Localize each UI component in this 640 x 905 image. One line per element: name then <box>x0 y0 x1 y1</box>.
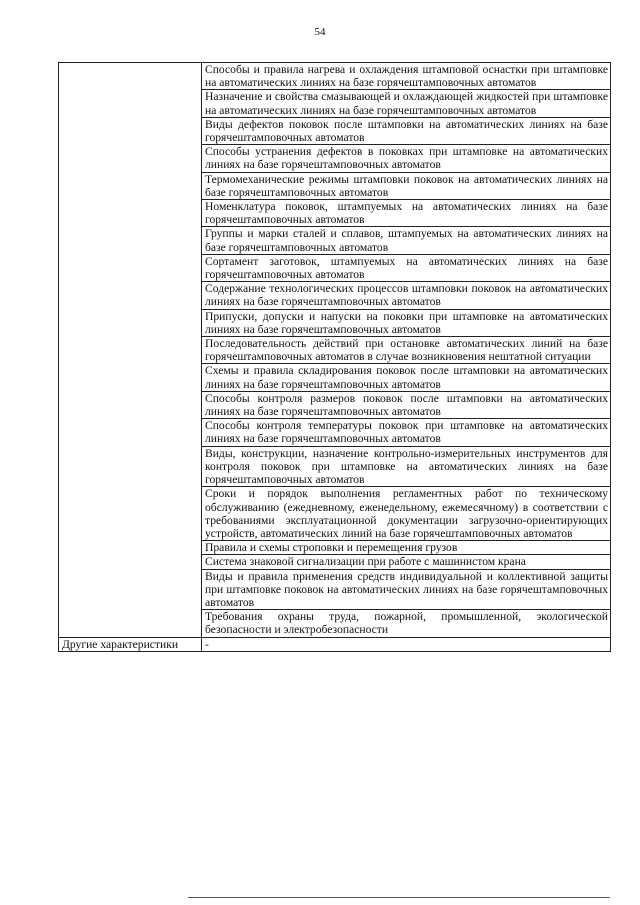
knowledge-item: Номенклатура поковок, штампуемых на автоматических линиях на базе горячештамповочных автоматов <box>202 200 611 227</box>
knowledge-item: Группы и марки сталей и сплавов, штампуемых на автоматических линиях на базе горячештамповочных автоматов <box>202 227 611 254</box>
knowledge-item: Требования охраны труда, пожарной, промышленной, экологической безопасности и электробезопасности <box>202 610 611 637</box>
knowledge-item: Способы и правила нагрева и охлаждения штамповой оснастки при штамповке на автоматических линиях на базе горячештамповочных автоматов <box>202 63 611 90</box>
knowledge-item: Припуски, допуски и напуски на поковки при штамповке на автоматических линиях на базе горячештамповочных автоматов <box>202 309 611 336</box>
knowledge-item: Содержание технологических процессов штамповки поковок на автоматических линиях на базе горячештамповочных автоматов <box>202 282 611 309</box>
knowledge-item: Способы устранения дефектов в поковках при штамповке на автоматических линиях на базе горячештамповочных автоматов <box>202 145 611 172</box>
knowledge-item: Способы контроля размеров поковок после штамповки на автоматических линиях на базе горячештамповочных автоматов <box>202 391 611 418</box>
knowledge-item: Сортамент заготовок, штампуемых на автоматических линиях на базе горячештамповочных автоматов <box>202 254 611 281</box>
table-row <box>59 63 611 90</box>
knowledge-table <box>58 62 611 652</box>
left-column-cell <box>59 63 202 638</box>
knowledge-item: Последовательность действий при остановке автоматических линий на базе горячештамповочных автоматов в случае возникновения нештатной ситуации <box>202 337 611 364</box>
knowledge-item: Виды дефектов поковок после штамповки на автоматических линиях на базе горячештамповочных автоматов <box>202 117 611 144</box>
knowledge-item: Сроки и порядок выполнения регламентных работ по техническому обслуживанию (ежедневному, еженедельному, ежемесячному) в соответствии с требованиями эксплуатационной документации загрузочно-ориентирующих устройств, автоматических линий на базе горячештамповочных автоматов <box>202 487 611 541</box>
bottom-divider <box>188 897 610 898</box>
knowledge-item: Схемы и правила складирования поковок после штамповки на автоматических линиях на базе горячештамповочных автоматов <box>202 364 611 391</box>
page-number: 54 <box>314 26 326 38</box>
knowledge-item: Виды, конструкции, назначение контрольно-измерительных инструментов для контроля поковок при штамповке на автоматических линиях на базе горячештамповочных автоматов <box>202 446 611 487</box>
knowledge-item: Виды и правила применения средств индивидуальной и коллективной защиты при штамповке поковок на автоматических линиях на базе горячештамповочных автоматов <box>202 569 611 610</box>
knowledge-item: Способы контроля температуры поковок при штамповке на автоматических линиях на базе горячештамповочных автоматов <box>202 419 611 446</box>
table-row-other <box>59 637 611 651</box>
other-characteristics-label: Другие характеристики <box>59 637 202 651</box>
knowledge-item: Назначение и свойства смазывающей и охлаждающей жидкостей при штамповке на автоматических линиях на базе горячештамповочных автоматов <box>202 90 611 117</box>
knowledge-item: Правила и схемы строповки и перемещения грузов <box>202 541 611 555</box>
other-characteristics-value: - <box>202 637 611 651</box>
knowledge-item: Система знаковой сигнализации при работе с машинистом крана <box>202 555 611 569</box>
knowledge-item: Термомеханические режимы штамповки поковок на автоматических линиях на базе горячештамповочных автоматов <box>202 172 611 199</box>
